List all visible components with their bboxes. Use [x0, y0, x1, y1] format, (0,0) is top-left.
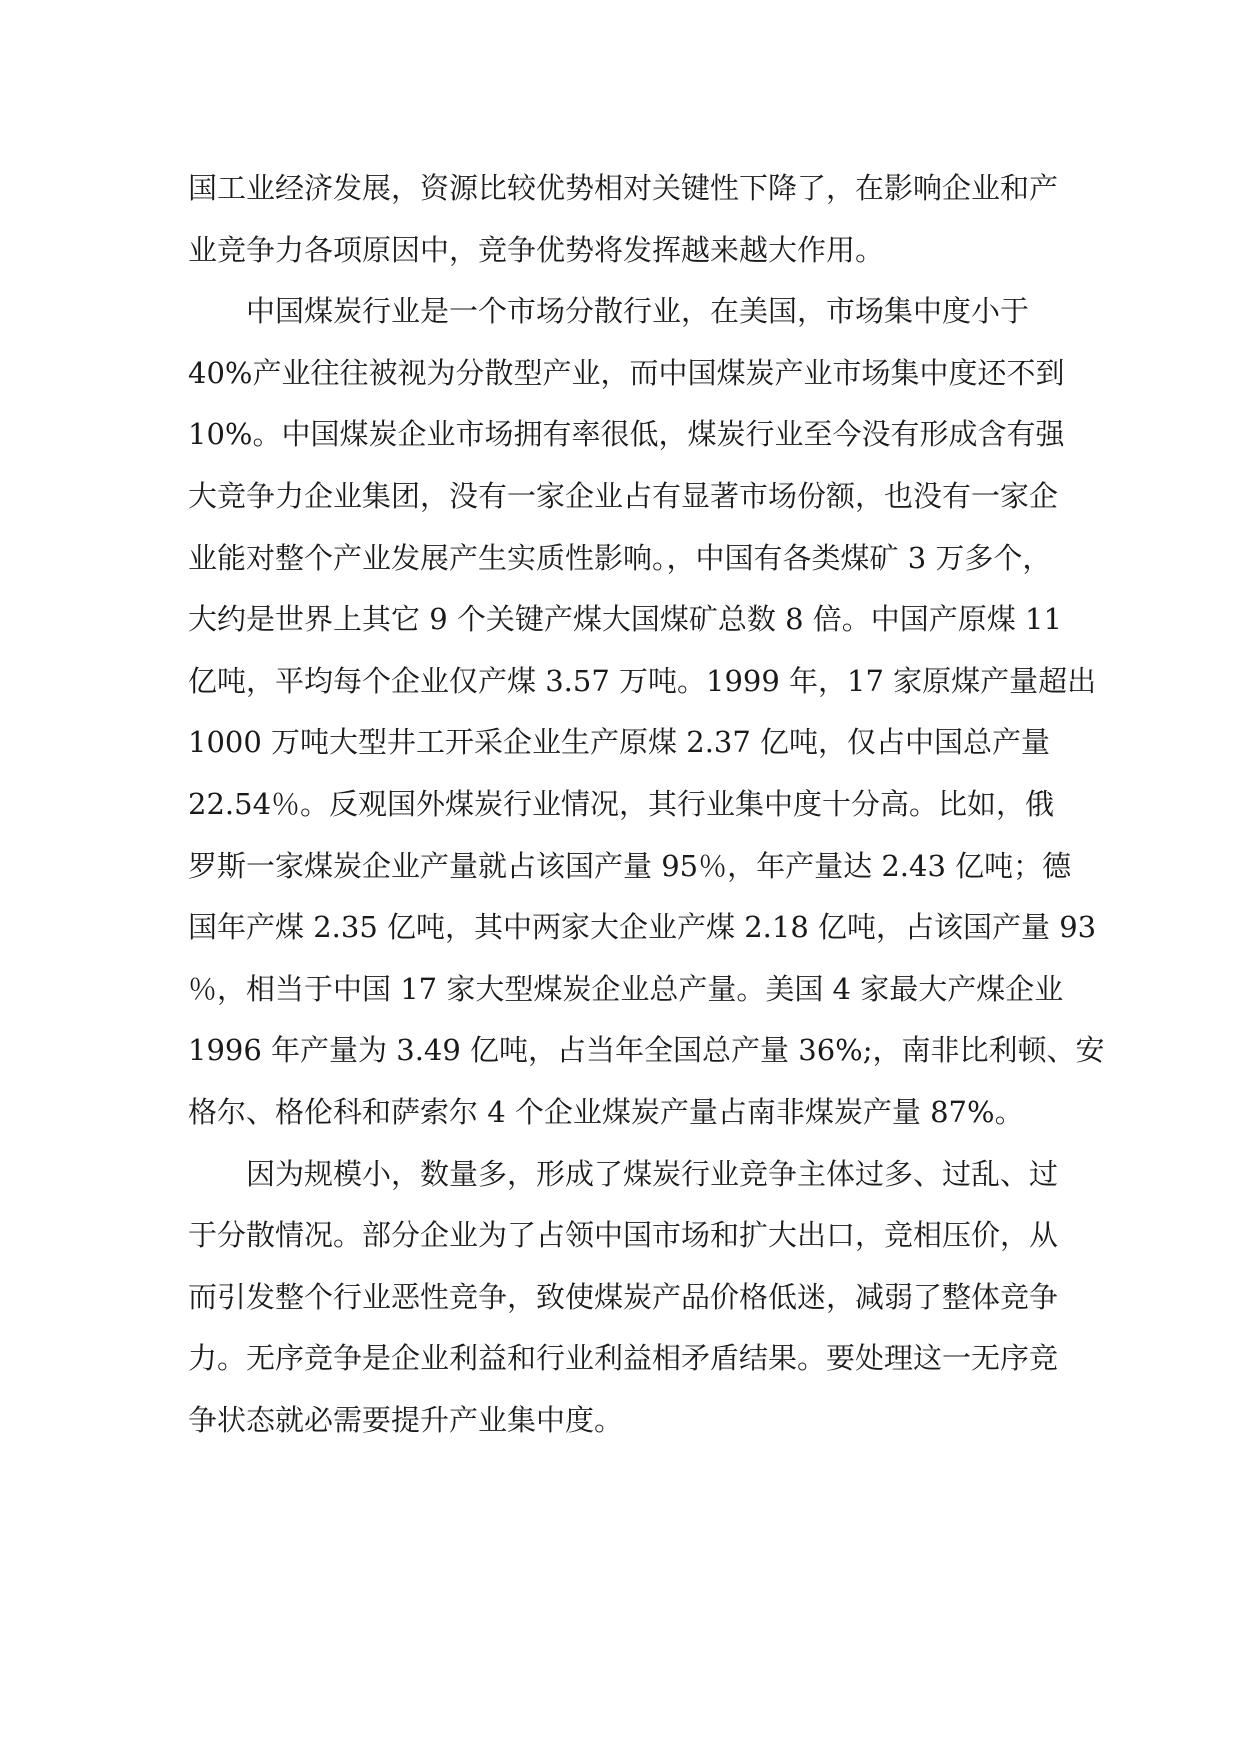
- text-line: 亿吨，平均每个企业仅产煤 3.57 万吨。1999 年，17 家原煤产量超出: [188, 663, 1097, 698]
- text-line: 22.54％。反观国外煤炭行业情况，其行业集中度十分高。比如，俄: [188, 786, 1055, 821]
- text-line: 格尔、格伦科和萨索尔 4 个企业煤炭产量占南非煤炭产量 87%。: [188, 1094, 1024, 1129]
- text-line: 争状态就必需要提升产业集中度。: [188, 1402, 624, 1437]
- text-line: 大约是世界上其它 9 个关键产煤大国煤矿总数 8 倍。中国产原煤 11: [188, 602, 1062, 637]
- paragraph-2: [188, 281, 1105, 1143]
- text-line: 1996 年产量为 3.49 亿吨，占当年全国总产量 36%;，南非比利顿、安: [188, 1033, 1105, 1068]
- text-line: 中国煤炭行业是一个市场分散行业，在美国，市场集中度小于: [246, 294, 1030, 329]
- text-line: 力。无序竞争是企业利益和行业利益相矛盾结果。要处理这一无序竞: [188, 1341, 1059, 1376]
- paragraph-3: [188, 1144, 1068, 1452]
- text-line: ％，相当于中国 17 家大型煤炭企业总产量。美国 4 家最大产煤企业: [188, 971, 1064, 1006]
- document-body: [188, 158, 1105, 1451]
- text-line: 1000 万吨大型井工开采企业生产原煤 2.37 亿吨，仅占中国总产量: [188, 725, 1051, 760]
- text-line: 国工业经济发展，资源比较优势相对关键性下降了，在影响企业和产: [188, 171, 1059, 205]
- text-line: 40%产业往往被视为分散型产业，而中国煤炭产业市场集中度还不到: [188, 355, 1065, 390]
- text-line: 10%。中国煤炭企业市场拥有率很低，煤炭行业至今没有形成含有强: [188, 417, 1065, 452]
- text-line: 业能对整个产业发展产生实质性影响。，中国有各类煤矿 3 万多个，: [188, 540, 1052, 575]
- text-line: 而引发整个行业恶性竞争，致使煤炭产品价格低迷，减弱了整体竞争: [188, 1279, 1059, 1314]
- text-line: 罗斯一家煤炭企业产量就占该国产量 95％，年产量达 2.43 亿吨；德: [188, 848, 1072, 883]
- text-line: 国年产煤 2.35 亿吨，其中两家大企业产煤 2.18 亿吨，占该国产量 93: [188, 910, 1097, 945]
- text-line: 于分散情况。部分企业为了占领中国市场和扩大出口，竞相压价，从: [188, 1218, 1059, 1253]
- text-line: 业竞争力各项原因中，竞争优势将发挥越来越大作用。: [188, 232, 885, 267]
- paragraph-1: [188, 158, 1068, 281]
- text-line: 因为规模小，数量多，形成了煤炭行业竞争主体过多、过乱、过: [246, 1156, 1059, 1191]
- text-line: 大竞争力企业集团，没有一家企业占有显著市场份额，也没有一家企: [188, 478, 1059, 513]
